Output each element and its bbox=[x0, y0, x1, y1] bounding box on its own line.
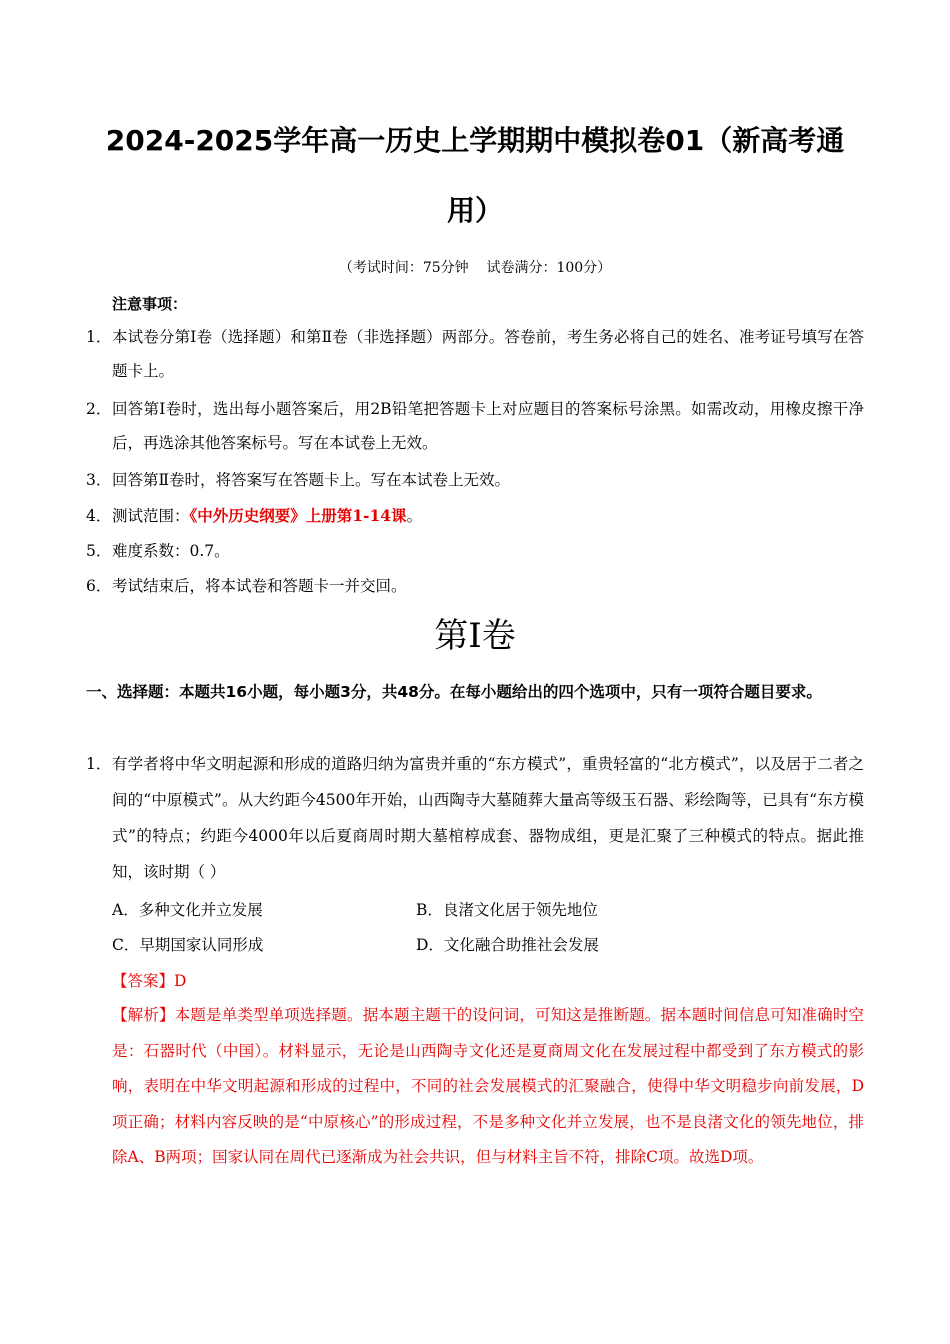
exam-title-line2: 用） bbox=[446, 194, 503, 227]
option-b: B．良渚文化居于领先地位 bbox=[416, 901, 598, 919]
question-section-header: 一、选择题：本题共16小题，每小题3分，共48分。在每小题给出的四个选项中，只有一项符合题目要求。 bbox=[86, 683, 822, 701]
question-1 bbox=[86, 746, 864, 890]
scope-label: 测试范围： bbox=[112, 507, 190, 525]
note-item-text: 考试结束后，将本试卷和答题卡一并交回。 bbox=[112, 577, 407, 595]
analysis-text: 【解析】本题是单类型单项选择题。据本题主题干的设问词，可知这是推断题。据本题时间信息可知准确时空是：石器时代（中国）。材料显示，无论是山西陶寺文化还是夏商周文化在发展过程中都受到了东方模式的影响，表明在中华文明起源和形成的过程中，不同的社会发展模式的汇聚融合，使得中华文明稳步向前发展，D项正确；材料内容反映的是“中原核心”的形成过程，不是多种文化并立发展，也不是良渚文化的领先地位，排除A、B两项；国家认同在周代已逐渐成为社会共识，但与材料主旨不符，排除C项。故选D项。 bbox=[112, 1006, 864, 1166]
question-stem: 有学者将中华文明起源和形成的道路归纳为富贵并重的“东方模式”，重贵轻富的“北方模式”，以及居于二者之间的“中原模式”。从大约距今4500年开始，山西陶寺大墓随葬大量高等级玉石器、彩绘陶等，已具有“东方模式”的特点；约距今4000年以后夏商周时期大墓棺椁成套、器物成组，更是汇聚了三种模式的特点。据此推知，该时期（ ） bbox=[112, 755, 864, 881]
note-item-1 bbox=[86, 320, 864, 388]
note-item-2 bbox=[86, 392, 864, 460]
notes-title: 注意事项： bbox=[112, 295, 188, 313]
question-number: 1． bbox=[86, 755, 112, 773]
scope-highlight: 《中外历史纲要》上册第1-14课 bbox=[189, 506, 407, 525]
note-item-5 bbox=[86, 534, 864, 568]
option-d: D．文化融合助推社会发展 bbox=[416, 936, 599, 954]
note-item-text: 本试卷分第Ⅰ卷（选择题）和第Ⅱ卷（非选择题）两部分。答卷前，考生务必将自己的姓名、准考证号填写在答题卡上。 bbox=[112, 328, 864, 380]
note-item-number: 3． bbox=[86, 471, 112, 489]
option-a: A．多种文化并立发展 bbox=[112, 901, 263, 919]
note-item-number: 2． bbox=[86, 400, 112, 418]
note-item-text bbox=[112, 499, 864, 533]
exam-title-line1: 2024-2025学年高一历史上学期期中模拟卷01（新高考通 bbox=[105, 124, 845, 157]
answer-line: 【答案】D bbox=[112, 972, 187, 990]
section-title: 第Ⅰ卷 bbox=[434, 616, 516, 656]
note-item-text: 难度系数：0.7。 bbox=[112, 542, 230, 560]
note-item-number: 4． bbox=[86, 507, 112, 525]
note-item-number: 5． bbox=[86, 542, 112, 560]
note-item-text: 回答第Ⅱ卷时，将答案写在答题卡上。写在本试卷上无效。 bbox=[112, 471, 511, 489]
note-item-4 bbox=[86, 499, 864, 533]
note-item-number: 6． bbox=[86, 577, 112, 595]
note-item-6 bbox=[86, 569, 864, 603]
note-item-number: 1． bbox=[86, 328, 112, 346]
note-item-3 bbox=[86, 463, 864, 497]
scope-suffix: 。 bbox=[406, 507, 423, 525]
option-c: C．早期国家认同形成 bbox=[112, 936, 264, 954]
note-item-text: 回答第Ⅰ卷时，选出每小题答案后，用2B铅笔把答题卡上对应题目的答案标号涂黑。如需改动，用橡皮擦干净后，再选涂其他答案标号。写在本试卷上无效。 bbox=[112, 400, 864, 452]
exam-info: （考试时间：75分钟 试卷满分：100分） bbox=[338, 260, 612, 276]
